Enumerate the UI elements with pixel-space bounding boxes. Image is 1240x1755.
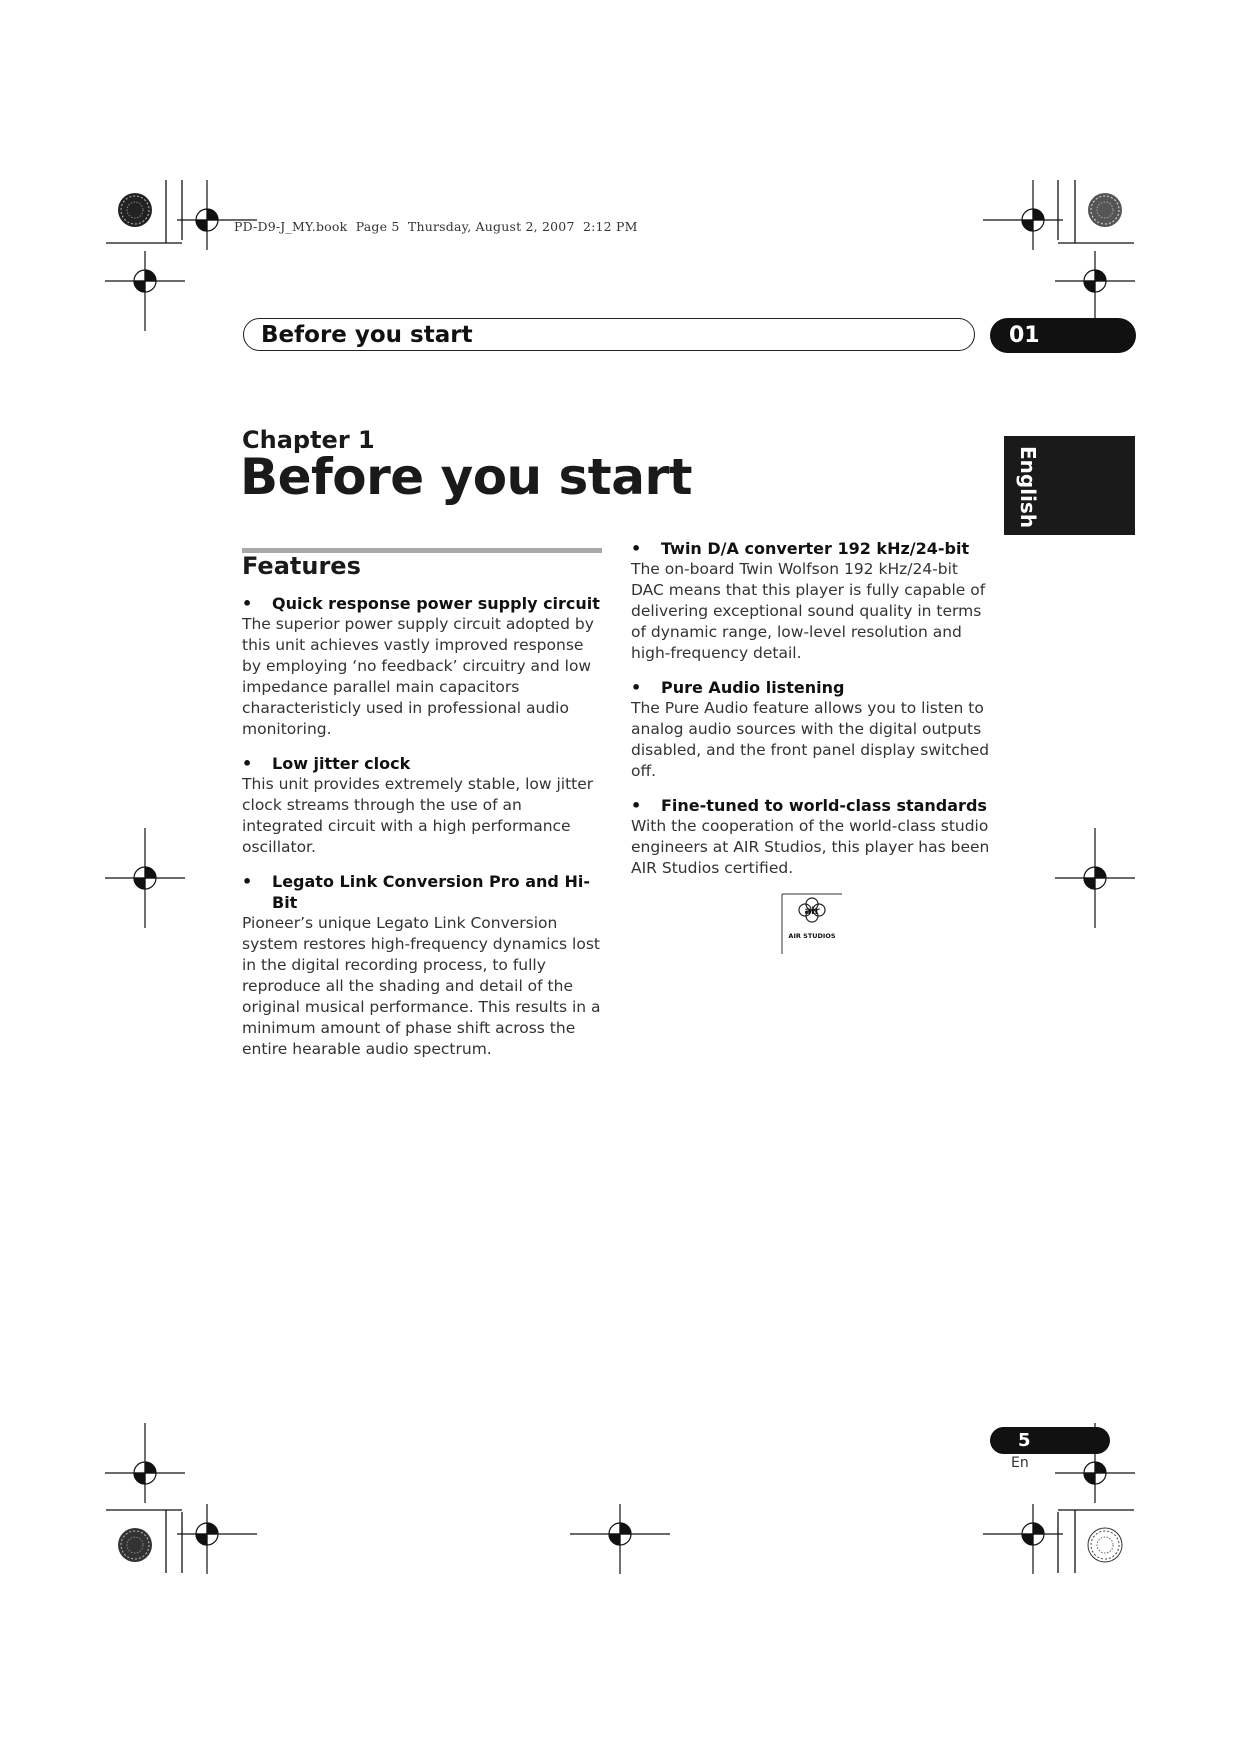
feature-item (242, 871, 604, 1060)
feature-title: Pure Audio listening (661, 678, 845, 697)
features-left-column (242, 593, 604, 1073)
bullet-icon: • (242, 872, 253, 891)
chapter-label: Chapter 1 (242, 426, 375, 454)
language-tab-label: English (1016, 446, 1040, 529)
air-monogram: air (804, 906, 820, 917)
feature-body: This unit provides extremely stable, low jitter clock streams through the use of an integrated circuit with a high performance oscillator. (242, 775, 594, 856)
file-info-line: PD-D9-J_MY.book Page 5 Thursday, August 2, 2007 2:12 PM (234, 219, 638, 234)
chapter-number-badge: 01 (990, 318, 1136, 353)
bullet-icon: • (242, 594, 253, 613)
feature-item (242, 753, 604, 858)
feature-title: Quick response power supply circuit (272, 594, 600, 613)
section-title: Features (242, 552, 361, 580)
features-right-column (631, 538, 991, 892)
feature-body: The on-board Twin Wolfson 192 kHz/24-bit DAC means that this player is fully capable of delivering exceptional sound quality in terms of dynamic range, low-level resolution and high-frequency detail. (631, 560, 986, 662)
feature-title: Fine-tuned to world-class standards (661, 796, 987, 815)
feature-title: Twin D/A converter 192 kHz/24-bit (661, 539, 970, 558)
feature-title: Low jitter clock (272, 754, 411, 773)
chapter-title: Before you start (240, 448, 693, 506)
feature-item (631, 538, 991, 664)
page-number-badge: 5 (990, 1427, 1110, 1454)
feature-body: Pioneer’s unique Legato Link Conversion system restores high-frequency dynamics lost in the digital recording process, to fully reproduce all the shading and detail of the original musical performance. This results in a minimum amount of phase shift across the entire hearable audio spectrum. (242, 914, 601, 1058)
bullet-icon: • (631, 539, 642, 558)
feature-body: The Pure Audio feature allows you to listen to analog audio sources with the digital outputs disabled, and the front panel display switched off. (631, 699, 990, 780)
bullet-icon: • (631, 796, 642, 815)
bullet-icon: • (242, 754, 253, 773)
feature-title: Legato Link Conversion Pro and Hi-Bit (272, 872, 590, 912)
header-title: Before you start (261, 322, 473, 348)
feature-item (631, 795, 991, 879)
feature-item (242, 593, 604, 740)
page-language-code: En (1011, 1455, 1029, 1471)
feature-item (631, 677, 991, 782)
air-logo-text: AIR STUDIOS (788, 932, 836, 940)
bullet-icon: • (631, 678, 642, 697)
language-tab (1004, 436, 1135, 535)
air-studios-logo-icon (781, 893, 843, 955)
feature-body: The superior power supply circuit adopted by this unit achieves vastly improved response by employing ‘no feedback’ circuitry and low impedance parallel main capacitors characteristicly used in professional audio monitoring. (242, 615, 594, 738)
feature-body: With the cooperation of the world-class studio engineers at AIR Studios, this player has been AIR Studios certified. (631, 817, 990, 877)
